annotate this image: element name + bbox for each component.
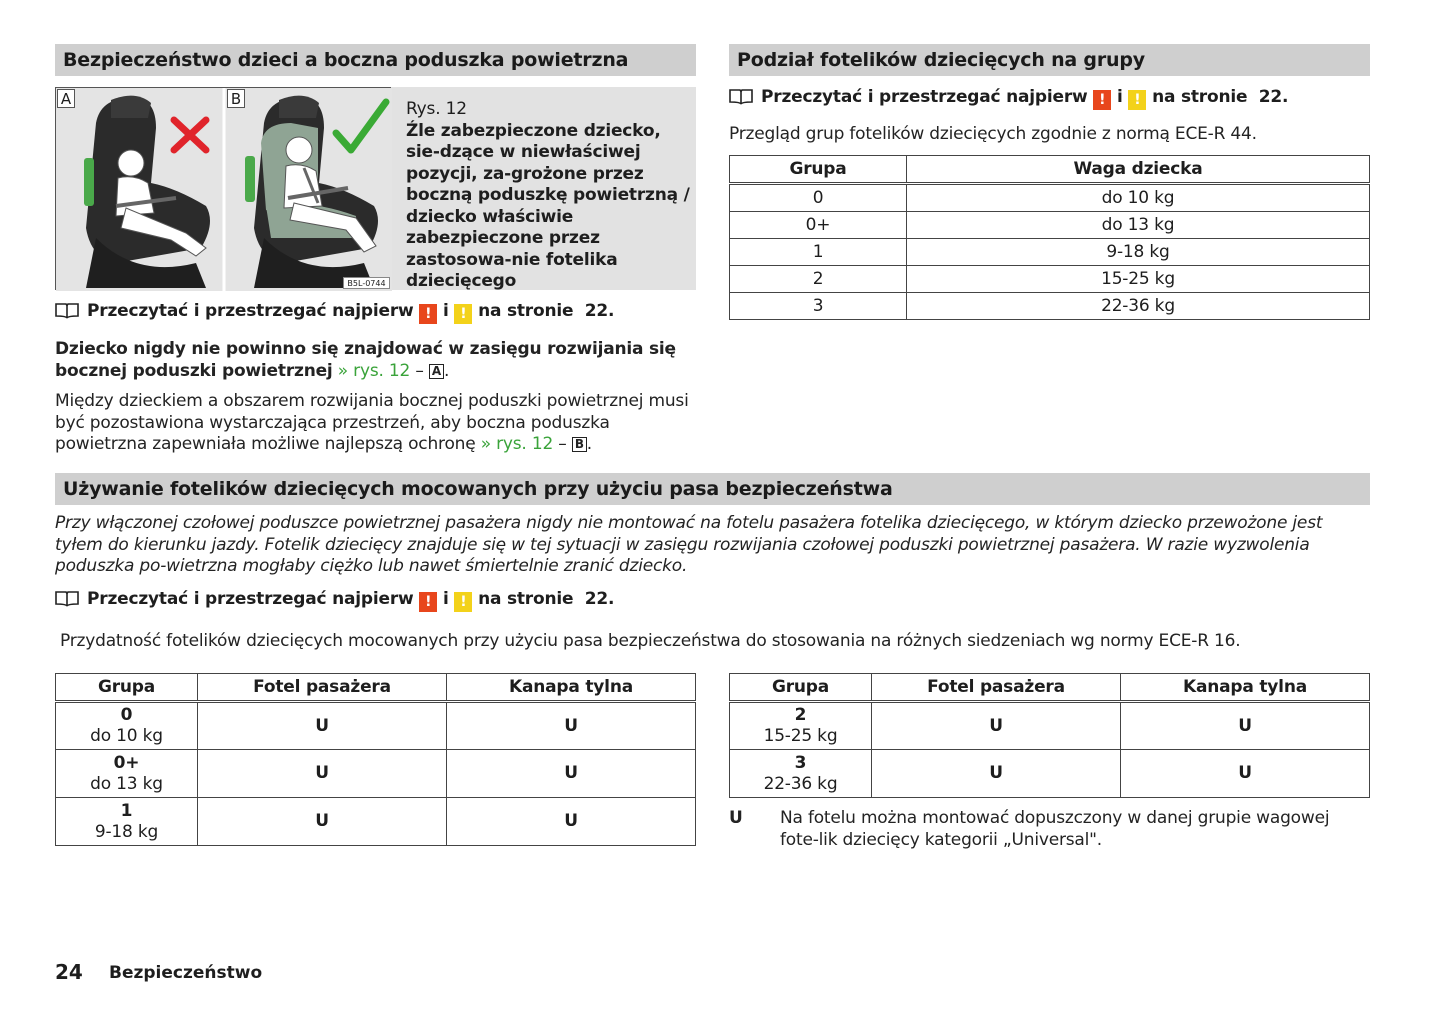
warning-red-icon: ! xyxy=(419,304,437,324)
read-note-conj: i xyxy=(442,301,449,321)
table-row xyxy=(56,702,696,750)
legend-symbol: U xyxy=(729,808,743,828)
dash: – xyxy=(415,360,424,381)
cell-weight: do 13 kg xyxy=(907,212,1370,239)
panel-b-ref: B xyxy=(572,437,587,452)
warning-yellow-icon: ! xyxy=(1128,90,1146,110)
header-front-seat: Fotel pasażera xyxy=(198,674,447,702)
cell-front: U xyxy=(872,750,1121,798)
warning-yellow-icon: ! xyxy=(454,592,472,612)
cell-front: U xyxy=(872,702,1121,750)
figure-image xyxy=(55,87,391,290)
read-note-conj: i xyxy=(1116,87,1123,107)
warning-red-icon: ! xyxy=(419,592,437,612)
period: . xyxy=(443,360,450,381)
read-note-prefix: Przeczytać i przestrzegać najpierw xyxy=(87,589,414,609)
header-group: Grupa xyxy=(730,156,907,184)
read-note-suffix: na stronie xyxy=(478,301,574,321)
table-header-row xyxy=(730,156,1370,184)
read-note-suffix: na stronie xyxy=(1152,87,1248,107)
read-note-page[interactable]: 22. xyxy=(584,589,615,609)
cell-group: 1 9-18 kg xyxy=(56,798,198,846)
header-group: Grupa xyxy=(730,674,872,702)
cell-group: 2 xyxy=(730,266,907,293)
panel-b-label: B xyxy=(227,89,245,108)
cell-group: 0+ xyxy=(730,212,907,239)
legend-text: Na fotelu można montować dopuszczony w danej grupie wagowej fote-lik dziecięcy kategorii „Universal". xyxy=(780,808,1330,850)
header-rear-bench: Kanapa tylna xyxy=(1121,674,1370,702)
spacing-paragraph xyxy=(55,391,700,456)
figure-caption xyxy=(406,99,691,293)
cell-rear: U xyxy=(447,798,696,846)
read-first-note-left xyxy=(55,300,614,324)
section-heading-child-safety: Bezpieczeństwo dzieci a boczna poduszka powietrzna xyxy=(55,44,696,76)
caption-text: Źle zabezpieczone dziecko, sie-dzące w niewłaściwej pozycji, za-grożone przez boczną poduszkę powietrzną / dziecko właściwie zabezpieczone przez zastosowa-nie fotelika dziecięcego xyxy=(406,120,690,291)
groups-table xyxy=(729,155,1370,320)
read-first-note-right xyxy=(729,86,1288,110)
page-number: 24 xyxy=(55,960,83,984)
read-note-page[interactable]: 22. xyxy=(584,301,615,321)
figure-code: B5L-0744 xyxy=(343,277,390,289)
cell-front: U xyxy=(198,702,447,750)
read-note-suffix: na stronie xyxy=(478,589,574,609)
table-row xyxy=(730,239,1370,266)
panel-a-label: A xyxy=(57,89,75,108)
cell-group: 1 xyxy=(730,239,907,266)
table-row xyxy=(730,184,1370,212)
cell-weight: do 10 kg xyxy=(907,184,1370,212)
figure-panel xyxy=(55,87,696,290)
book-icon xyxy=(729,87,753,105)
cell-rear: U xyxy=(1121,702,1370,750)
cell-weight: 9-18 kg xyxy=(907,239,1370,266)
book-icon xyxy=(55,301,79,319)
seat-illustration xyxy=(56,88,392,291)
groups-intro: Przegląd grup fotelików dziecięcych zgodnie z normą ECE-R 44. xyxy=(729,124,1257,144)
caption-number: Rys. 12 xyxy=(406,99,467,119)
table-row xyxy=(730,212,1370,239)
read-note-page[interactable]: 22. xyxy=(1258,87,1289,107)
cell-group: 0 xyxy=(730,184,907,212)
cell-group: 0+ do 13 kg xyxy=(56,750,198,798)
chapter-title: Bezpieczeństwo xyxy=(109,963,263,983)
warning-yellow-icon: ! xyxy=(454,304,472,324)
section-heading-belt-seats: Używanie fotelików dziecięcych mocowanych przy użyciu pasa bezpieczeństwa xyxy=(55,473,1370,505)
cell-rear: U xyxy=(447,702,696,750)
table-row xyxy=(730,266,1370,293)
suitability-table-right xyxy=(729,673,1370,798)
table-row xyxy=(730,750,1370,798)
table-header-row xyxy=(56,674,696,702)
suitability-table-left xyxy=(55,673,696,846)
spacing-paragraph-text: Między dzieckiem a obszarem rozwijania bocznej poduszki powietrznej musi być pozostawiona wystarczająca przestrzeń, aby boczna poduszka powietrzna zapewniała możliwe najlepszą ochronę xyxy=(55,391,689,454)
header-rear-bench: Kanapa tylna xyxy=(447,674,696,702)
book-icon xyxy=(55,589,79,607)
cell-group: 0 do 10 kg xyxy=(56,702,198,750)
figure-ref-link[interactable]: » rys. 12 xyxy=(337,360,411,381)
figure-ref-link[interactable]: » rys. 12 xyxy=(480,434,554,454)
cell-weight: 22-36 kg xyxy=(907,293,1370,320)
table-header-row xyxy=(730,674,1370,702)
cell-rear: U xyxy=(1121,750,1370,798)
read-note-prefix: Przeczytać i przestrzegać najpierw xyxy=(761,87,1088,107)
read-first-note-bottom xyxy=(55,588,614,612)
header-weight: Waga dziecka xyxy=(907,156,1370,184)
header-group: Grupa xyxy=(56,674,198,702)
airbag-warning: Przy włączonej czołowej poduszce powietrznej pasażera nigdy nie montować na fotelu pasażera fotelika dziecięcego, w którym dziecko przewożone jest tyłem do kierunku jazdy. Fotelik dziecięcy znajduje się w tej sytuacji w zasięgu rozwijania czołowej poduszki powietrznej pasażera. W razie wyzwolenia poduszka po-wietrzna mogłaby ciężko lub nawet śmiertelnie zranić dziecko. xyxy=(55,513,1323,576)
section-heading-groups: Podział fotelików dziecięcych na grupy xyxy=(729,44,1370,76)
bold-paragraph xyxy=(55,339,696,382)
dash: – xyxy=(558,434,567,454)
cell-weight: 15-25 kg xyxy=(907,266,1370,293)
cell-front: U xyxy=(198,750,447,798)
cell-group: 3 22-36 kg xyxy=(730,750,872,798)
table-row xyxy=(56,798,696,846)
table-row xyxy=(730,702,1370,750)
bold-paragraph-text: Dziecko nigdy nie powinno się znajdować w zasięgu rozwijania się bocznej poduszki powietrznej xyxy=(55,339,676,381)
header-front-seat: Fotel pasażera xyxy=(872,674,1121,702)
read-note-prefix: Przeczytać i przestrzegać najpierw xyxy=(87,301,414,321)
panel-a-ref: A xyxy=(429,364,444,379)
read-note-conj: i xyxy=(442,589,449,609)
table-row xyxy=(56,750,696,798)
warning-red-icon: ! xyxy=(1093,90,1111,110)
period: . xyxy=(586,434,592,454)
suitability-intro: Przydatność fotelików dziecięcych mocowanych przy użyciu pasa bezpieczeństwa do stosowania na różnych siedzeniach wg normy ECE-R 16. xyxy=(60,631,1241,651)
cell-group: 2 15-25 kg xyxy=(730,702,872,750)
cell-group: 3 xyxy=(730,293,907,320)
cell-front: U xyxy=(198,798,447,846)
cell-rear: U xyxy=(447,750,696,798)
table-row xyxy=(730,293,1370,320)
